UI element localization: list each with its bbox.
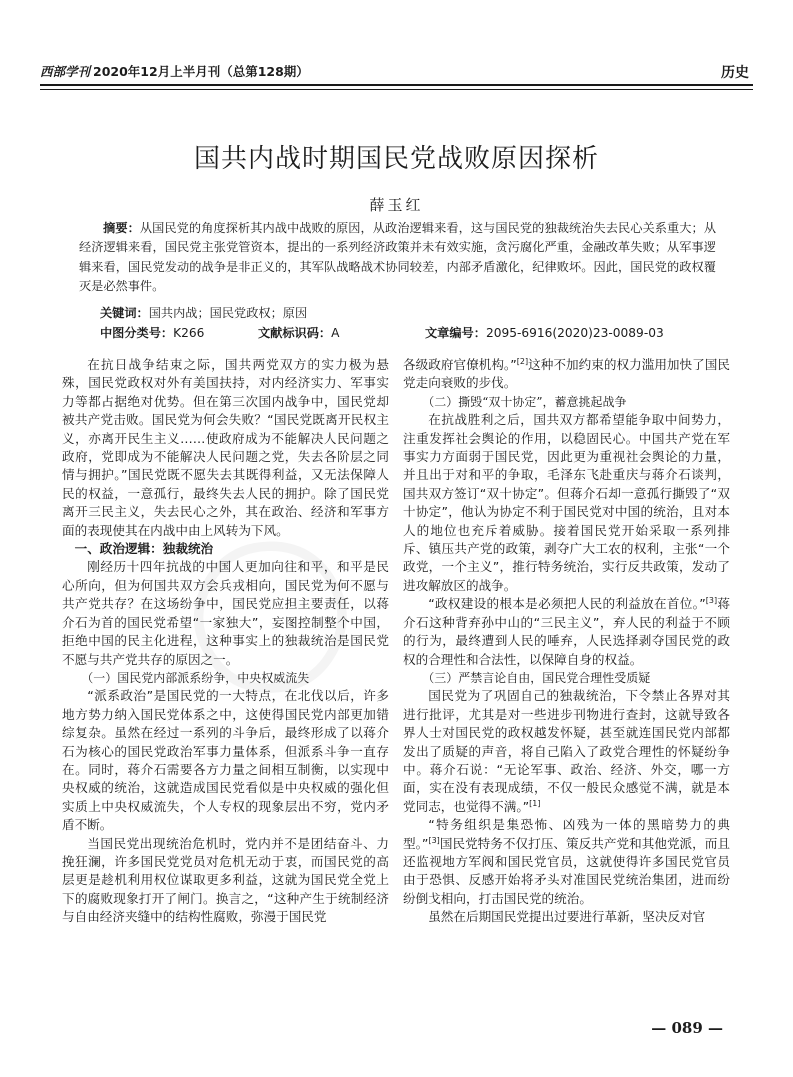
subsection-heading: （二）撕毁“双十协定”，蓄意挑起战争 [422,394,627,409]
keywords-label: 关键词： [100,306,149,320]
text: “特务组织是集恐怖、凶残为一体的黑暗势力的典型。” [403,817,730,851]
text: 蒋介石这种背弃孙中山的“三民主义”，弃人民的利益于不顾的行为，最终遭到人民的唾弃，人民选择剥夺国民党的政权的合理性和合法性，以保障自身的权益。 [403,596,731,667]
clc-number [100,324,204,341]
keywords-text: 国共内战；国民党政权；原因 [148,306,308,320]
paragraph: 虽然在后期国民党提出过要进行革新，坚决反对官 [428,909,706,925]
doc-code [258,324,339,341]
abstract-text: 从国民党的角度探析其内战中战败的原因，从政治逻辑来看，这与国民党的独裁统治失去民心关系重大；从经济逻辑来看，国民党主张党管资本，提出的一系列经济政策并未有效实施，贪污腐化严重，金融改革失败；从军事逻辑来看，国民党发动的战争是非正义的，其军队战略战术协同较差，内部矛盾激化，纪律败坏。因此，国民党的政权覆灭是必然事件。 [79,221,717,294]
journal-logo: 西部学刊 [40,64,91,79]
doc-value: A [331,326,340,340]
article-title: 国共内战时期国民党战败原因探析 [193,144,599,174]
article-number [425,324,664,341]
subsection-heading: （三）严禁言论自由，国民党合理性受质疑 [422,670,651,685]
paragraph [403,816,730,908]
article-value: 2095-6916(2020)23-0089-03 [485,326,664,340]
paragraph: 在抗战胜利之后，国共双方都希望能争取中间势力，注重发挥社会舆论的作用，以稳固民心。中国共产党在军事实力方面弱于国民党，因此更为重视社会舆论的力量，并且出于对和平的争取，毛泽东飞赴重庆与蒋介石谈判，国共双方签订“双十协定”。但蒋介石却一意孤行撕毁了“双十协定”，他认为协定不利于国民党对中国的统治，且对本人的地位也充斥着威胁。接着国民党开始采取一系列排斥、镇压共产党的政策，剥夺广大工农的权利，主张“一个政党，一个主义”，推行特务统治，实行反共政策，发动了进攻解放区的战争。 [403,412,730,593]
paragraph: “派系政治”是国民党的一大特点，在北伐以后，许多地方势力纳入国民党体系之中，这使得国民党内部更加错综复杂。虽然在经过一系列的斗争后，最终形成了以蒋介石为核心的国民党政治军事力量体系，但派系斗争一直存在。同时，蒋介石需要各方力量之间相互制衡，以实现中央权威的统治，这就造成国民党看似是中央权威的强化但实质上中央权威流失，个人专权的现象层出不穷，党内矛盾不断。 [62,688,389,833]
doc-label: 文献标识码： [258,326,332,340]
abstract-label: 摘要： [103,221,140,235]
text: “政权建设的根本是必须把人民的利益放在首位。” [428,596,706,612]
clc-label: 中图分类号： [100,326,174,340]
paragraph [403,595,730,669]
issue-info: 2020年12月上半月刊（总第128期） [93,64,309,79]
page-number: — 089 — [651,1019,723,1037]
right-column [403,356,730,927]
section-label: 历史 [721,65,749,81]
text: 国民党为了巩固自己的独裁统治，下令禁止各界对其进行批评，尤其是对一些进步刊物进行查封，这就导致各界人士对国民党的政权越发怀疑，甚至就连国民党内部都发出了质疑的声音，将自己陷入了政党合理性的怀疑纷争中。蒋介石说：“无论军事、政治、经济、外交，哪一方面，实在没有表现成绩，不仅一般民众感觉不满，就是本党同志，也觉得不满。” [403,688,730,814]
text: 这种不加约束的权力滥用加快了国民党走向衰败的步伐。 [403,357,730,391]
text: 国民党特务不仅打压、策反共产党和其他党派，而且还监视地方军阀和国民党官员，这就使得许多国民党官员由于恐惧、反感开始将矛头对准国民党统治集团，进而纷纷倒戈相向，打击国民党的统治。 [403,835,731,906]
author-name: 薛玉红 [369,196,424,214]
running-header [40,62,753,82]
header-rule [40,84,753,86]
clc-value: K266 [173,326,205,340]
section-heading: 一、政治逻辑：独裁统治 [74,541,214,557]
citation: [2] [516,356,529,366]
paragraph: 在抗日战争结束之际，国共两党双方的实力极为悬殊，国民党政权对外有美国扶持，对内经济实力、军事实力等都占据绝对优势。但在第三次国内战争中，国民党却被共产党击败。国民党为何会失败？“国民党既离开民权主义，亦离开民生主义……使政府成为不能解决人民问题之政府，党即成为不能解决人民问题之党，失去各阶层之同情与拥护。”国民党既不愿失去其既得利益，又无法保障人民的权益，一意孤行，最终失去人民的拥护。除了国民党离开三民主义，失去民心之外，其在政治、经济和军事方面的表现使其在内战中由上风转为下风。 [62,357,389,538]
text: 各级政府官僚机构。” [403,357,517,372]
citation: [1] [529,798,541,808]
journal-info [40,62,309,80]
paragraph [403,356,730,393]
citation: [3] [705,596,718,606]
subsection-heading: （一）国民党内部派系纷争，中央权威流失 [81,670,310,685]
citation: [3] [428,835,440,845]
abstract [79,219,716,297]
article-label: 文章编号： [425,326,486,340]
header-rule-thin [40,89,753,90]
paragraph [403,687,730,816]
left-column [62,356,389,927]
paragraph: 当国民党出现统治危机时，党内并不是团结奋斗、力挽狂澜，许多国民党党员对危机无动于衷，而国民党的高层更是趁机利用权位谋取更多利益，这就为国民党全党上下的腐败现象打开了闸门。换言之，“这种产生于统制经济与自由经济夹缝中的结构性腐败，弥漫于国民党 [62,835,389,925]
keywords [100,304,307,321]
paragraph: 刚经历十四年抗战的中国人更加向往和平，和平是民心所向，但为何国共双方会兵戎相向，国民党为何不愿与共产党共存？在这场纷争中，国民党应担主要责任，以蒋介石为首的国民党希望“一家独大”，妄图控制整个中国，拒绝中国的民主化进程，这种事实上的独裁统治是国民党不愿与共产党共存的原因之一。 [62,559,389,667]
